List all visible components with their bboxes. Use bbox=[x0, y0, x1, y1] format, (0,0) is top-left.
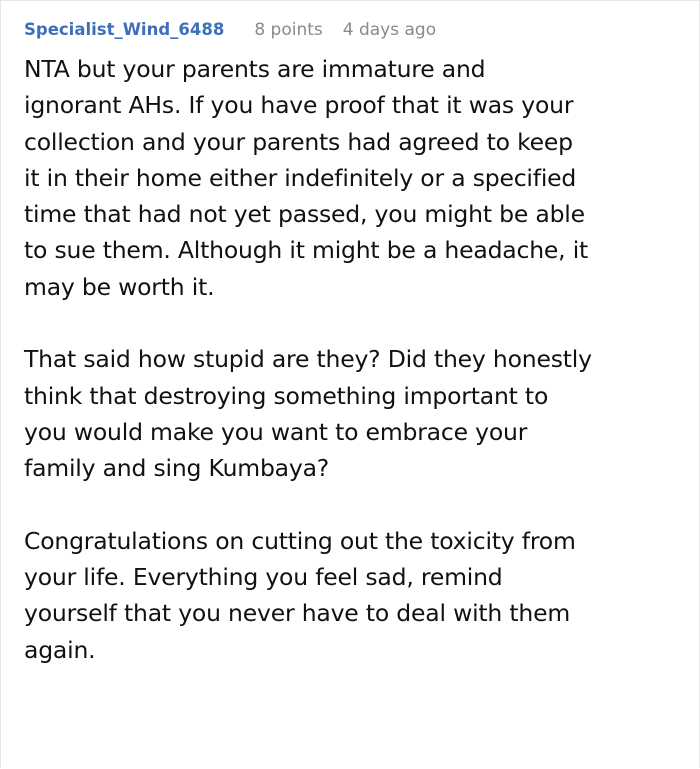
timestamp: 4 days ago bbox=[342, 20, 437, 40]
comment-body bbox=[24, 51, 592, 704]
comment-line: you would make you want to embrace your bbox=[24, 417, 528, 446]
comment-line: Congratulations on cutting out the toxicity from bbox=[24, 526, 576, 555]
comment-paragraph bbox=[24, 51, 592, 305]
comment-paragraph bbox=[24, 341, 592, 486]
comment-line: it in their home either indefinitely or a specified bbox=[24, 163, 577, 192]
comment-meta bbox=[24, 20, 436, 40]
comment-paragraph bbox=[24, 523, 592, 668]
points-count: 8 points bbox=[254, 20, 323, 40]
comment-line: think that destroying something important to bbox=[24, 381, 549, 410]
comment-line: time that had not yet passed, you might be able bbox=[24, 200, 585, 229]
comment-line: again. bbox=[24, 635, 96, 664]
author-link[interactable]: Specialist_Wind_6488 bbox=[24, 20, 225, 39]
comment-line: ignorant AHs. If you have proof that it was your bbox=[24, 91, 574, 120]
comment-line: your life. Everything you feel sad, remind bbox=[24, 563, 503, 592]
comment-line: to sue them. Although it might be a headache, it bbox=[24, 236, 589, 265]
comment-line: NTA but your parents are immature and bbox=[24, 55, 486, 83]
comment-line: collection and your parents had agreed to keep bbox=[24, 127, 573, 156]
comment-line: yourself that you never have to deal with them bbox=[24, 599, 571, 628]
comment-line: That said how stupid are they? Did they honestly bbox=[24, 345, 592, 374]
comment-line: family and sing Kumbaya? bbox=[24, 454, 330, 483]
comment-line: may be worth it. bbox=[24, 272, 215, 301]
